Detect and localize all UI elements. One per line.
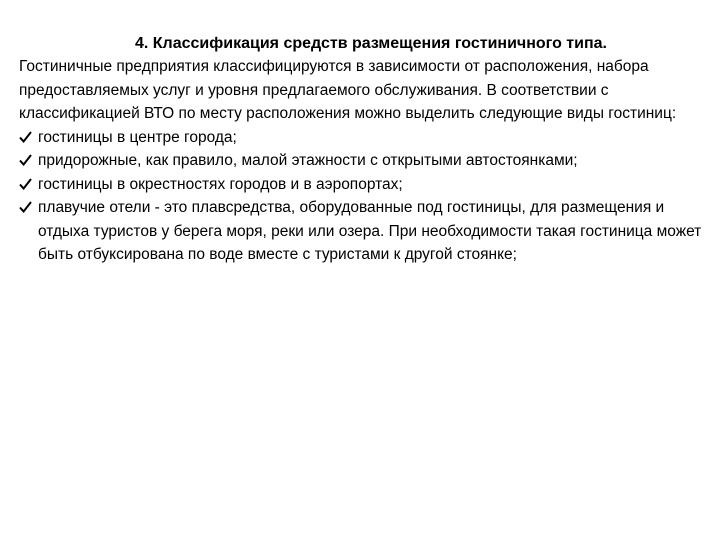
list-item-text: гостиницы в окрестностях городов и в аэропортах; xyxy=(38,175,403,193)
check-icon xyxy=(19,201,32,213)
check-icon xyxy=(19,178,32,190)
check-icon xyxy=(19,154,32,166)
list-item xyxy=(19,149,703,173)
list-item-text: плавучие отели - это плавсредства, оборудованные под гостиницы, для размещения и отдыха туристов у берега моря, реки или озера. При необходимости такая гостиница может быть отбуксирована по воде вместе с туристами к другой стоянке; xyxy=(38,199,702,263)
intro-paragraph: Гостиничные предприятия классифицируются в зависимости от расположения, набора предоставляемых услуг и уровня предлагаемого обслуживания. В соответствии с классификацией ВТО по месту расположения можно выделить следующие виды гостиниц: xyxy=(19,58,677,122)
location-types-list xyxy=(19,126,703,267)
slide-content xyxy=(19,32,703,267)
list-item-text: придорожные, как правило, малой этажности с открытыми автостоянками; xyxy=(38,152,578,169)
list-item xyxy=(19,173,703,197)
check-icon xyxy=(19,131,32,143)
list-item xyxy=(19,196,703,267)
list-item xyxy=(19,126,703,150)
list-item-text: гостиницы в центре города; xyxy=(38,128,237,146)
section-heading: 4. Классификация средств размещения гостиничного типа. xyxy=(135,35,607,52)
